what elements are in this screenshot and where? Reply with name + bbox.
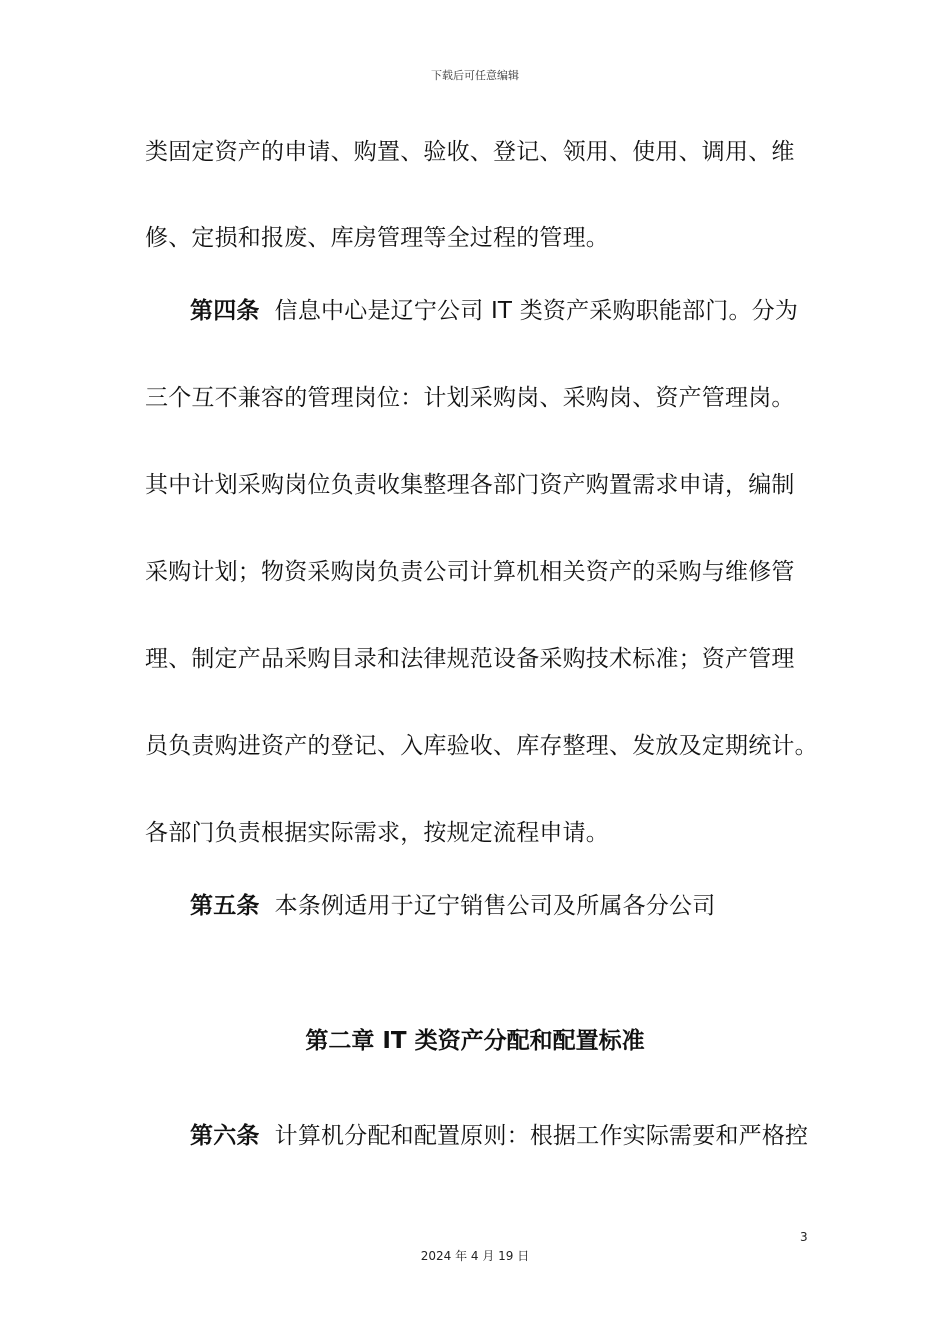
article-4-label: 第四条 bbox=[190, 298, 260, 324]
article-5-line bbox=[190, 891, 715, 921]
article-4-line: 三个互不兼容的管理岗位：计划采购岗、采购岗、资产管理岗。 bbox=[145, 385, 795, 411]
article-4-line: 其中计划采购岗位负责收集整理各部门资产购置需求申请，编制 bbox=[145, 472, 795, 498]
article-6-label: 第六条 bbox=[190, 1123, 260, 1149]
article-6-line bbox=[190, 1121, 808, 1151]
article-4-text: 信息中心是辽宁公司 IT 类资产采购职能部门。分为 bbox=[274, 298, 799, 324]
article-4-line: 理、制定产品采购目录和法律规范设备采购技术标准；资产管理 bbox=[145, 646, 795, 672]
page-footer-date: 2024 年 4 月 19 日 bbox=[420, 1249, 530, 1263]
chapter-heading: 第二章 IT 类资产分配和配置标准 bbox=[305, 1028, 645, 1054]
article-4-line: 各部门负责根据实际需求，按规定流程申请。 bbox=[145, 820, 609, 846]
article-5-text: 本条例适用于辽宁销售公司及所属各分公司 bbox=[274, 893, 716, 919]
body-line-2: 修、定损和报废、库房管理等全过程的管理。 bbox=[145, 225, 609, 251]
article-6-text: 计算机分配和配置原则：根据工作实际需要和严格控 bbox=[274, 1123, 809, 1149]
article-4-first-line bbox=[190, 296, 798, 326]
body-line-1: 类固定资产的申请、购置、验收、登记、领用、使用、调用、维 bbox=[145, 139, 795, 165]
page-header: 下载后可任意编辑 bbox=[431, 69, 519, 82]
article-4-line: 采购计划；物资采购岗负责公司计算机相关资产的采购与维修管 bbox=[145, 559, 795, 585]
article-4-line: 员负责购进资产的登记、入库验收、库存整理、发放及定期统计。 bbox=[145, 733, 818, 759]
article-5-label: 第五条 bbox=[190, 893, 260, 919]
page-number: 3 bbox=[800, 1230, 808, 1244]
